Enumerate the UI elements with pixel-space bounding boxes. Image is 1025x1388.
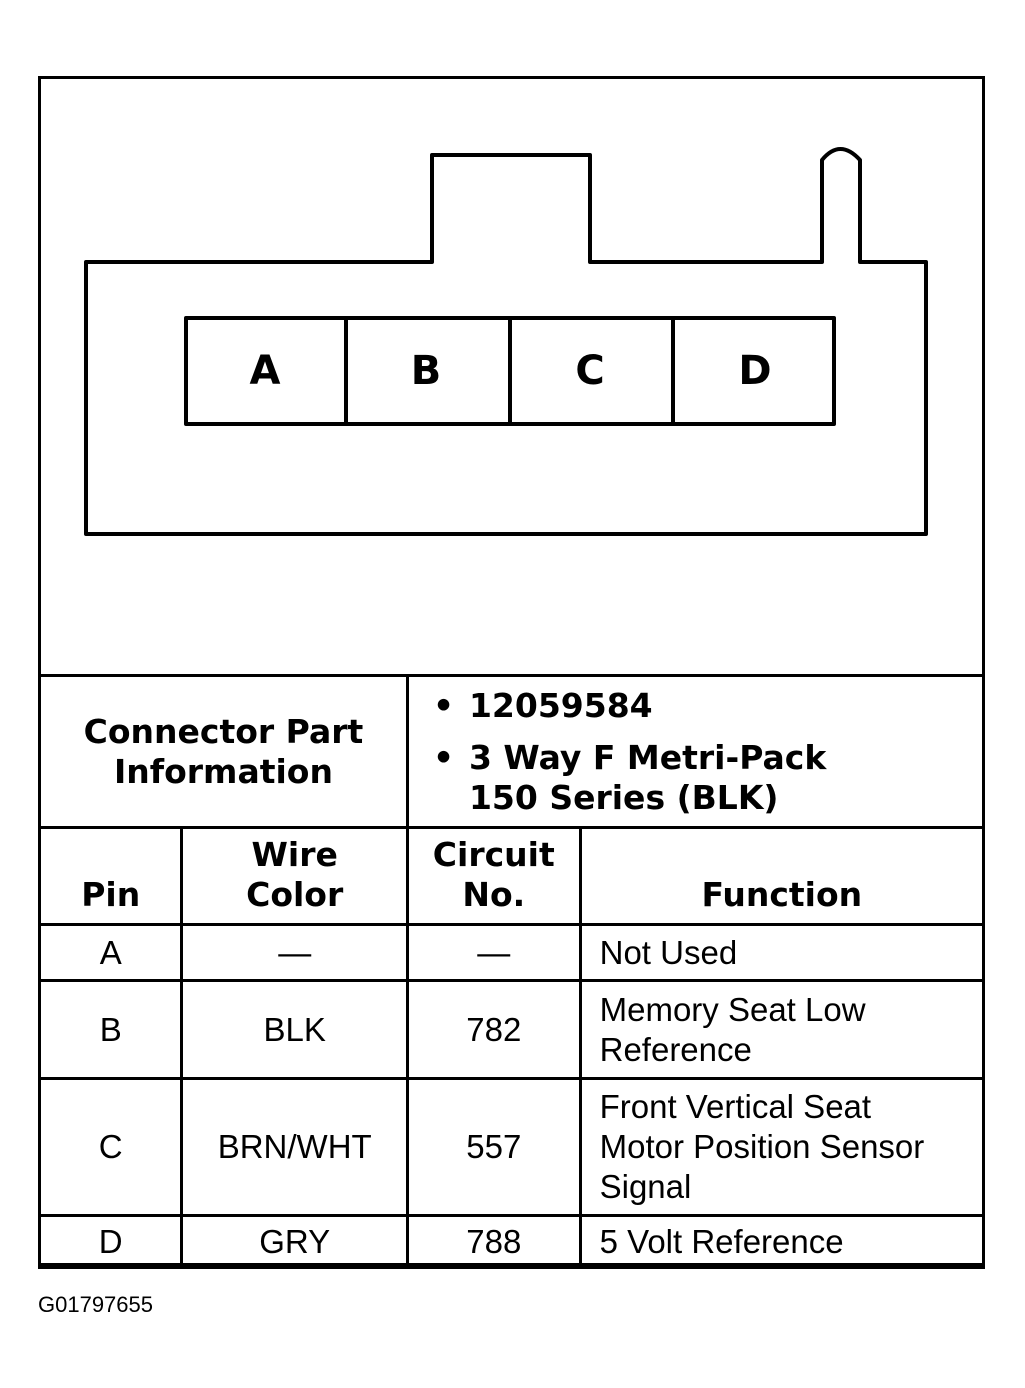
header-row bbox=[40, 828, 984, 925]
table-row bbox=[40, 981, 984, 1079]
wire-color-cell: — bbox=[182, 925, 408, 981]
pin-cell: D bbox=[40, 1216, 182, 1268]
connector-info-table bbox=[38, 674, 985, 1269]
wire-color-cell: BRN/WHT bbox=[182, 1079, 408, 1216]
header-pin: Pin bbox=[40, 828, 182, 925]
circuit-cell: 788 bbox=[407, 1216, 580, 1268]
function-cell: Memory Seat Low Reference bbox=[580, 981, 983, 1079]
pin-cavity-b: B bbox=[410, 348, 442, 394]
circuit-cell: 557 bbox=[407, 1079, 580, 1216]
figure-code: G01797655 bbox=[38, 1292, 153, 1317]
pin-cell: C bbox=[40, 1079, 182, 1216]
part-info-label: Connector Part Information bbox=[40, 676, 408, 828]
connector-body bbox=[86, 149, 926, 534]
header-circuit-no: Circuit No. bbox=[407, 828, 580, 925]
connector-type: • 3 Way F Metri-Pack 150 Series (BLK) bbox=[432, 737, 827, 817]
pin-cavity-a: A bbox=[249, 348, 281, 394]
part-number: • 12059584 bbox=[432, 685, 653, 725]
part-info-row bbox=[40, 676, 984, 828]
function-cell: Not Used bbox=[580, 925, 983, 981]
table-row bbox=[40, 1079, 984, 1216]
pin-cavity-d: D bbox=[738, 348, 772, 394]
pin-cell: B bbox=[40, 981, 182, 1079]
circuit-cell: 782 bbox=[407, 981, 580, 1079]
table-row bbox=[40, 925, 984, 981]
table-row bbox=[40, 1216, 984, 1268]
wire-color-cell: BLK bbox=[182, 981, 408, 1079]
function-cell: 5 Volt Reference bbox=[580, 1216, 983, 1268]
function-cell: Front Vertical Seat Motor Position Sensor Signal bbox=[580, 1079, 983, 1216]
pin-cavity-c: C bbox=[575, 348, 605, 394]
header-wire-color: Wire Color bbox=[182, 828, 408, 925]
wire-color-cell: GRY bbox=[182, 1216, 408, 1268]
connector-face-drawing bbox=[0, 0, 1025, 680]
circuit-cell: — bbox=[407, 925, 580, 981]
part-info-details bbox=[407, 676, 983, 828]
pin-cell: A bbox=[40, 925, 182, 981]
header-function: Function bbox=[580, 828, 983, 925]
